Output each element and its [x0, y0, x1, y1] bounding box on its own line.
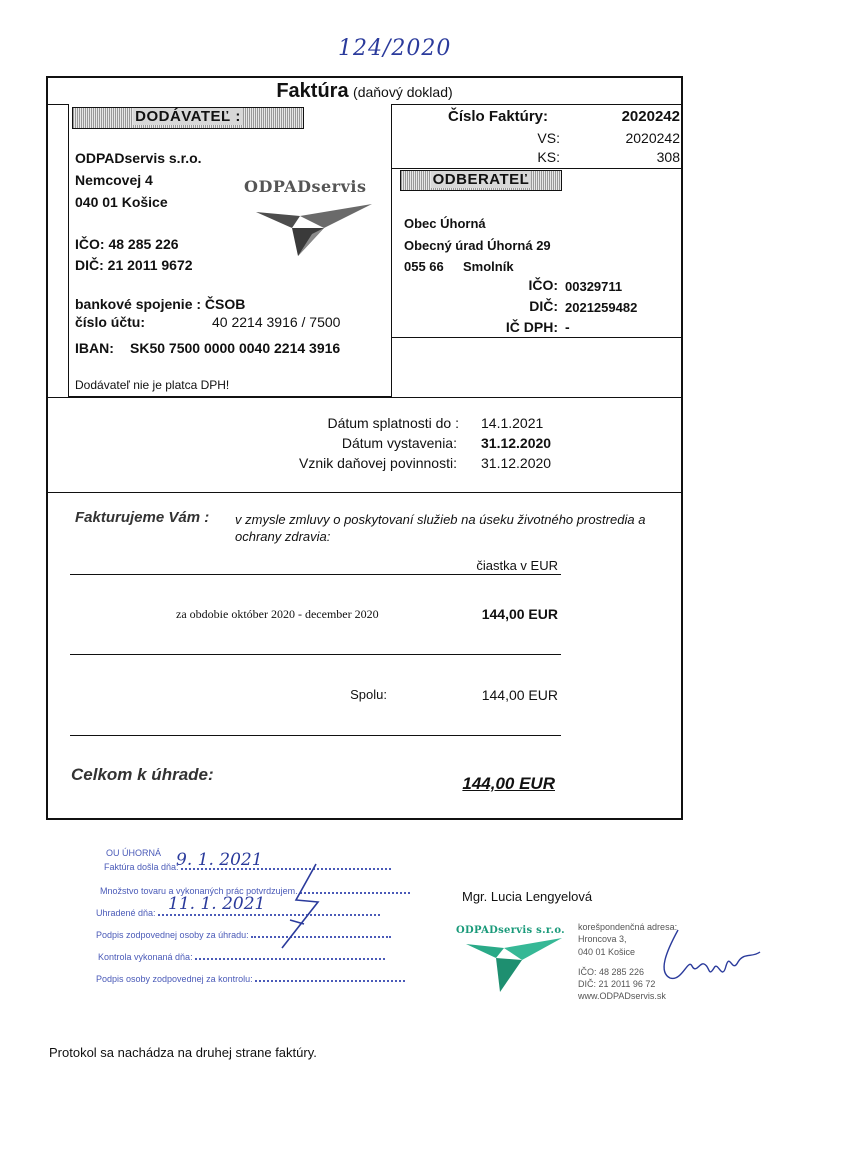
supplier-dic: DIČ: 21 2011 9672: [75, 257, 193, 273]
company-stamp-logo-icon: [464, 936, 564, 994]
customer-box-bottom: [392, 337, 683, 338]
customer-name: Obec Úhorná: [404, 216, 486, 231]
item-amount: 144,00 EUR: [481, 606, 558, 622]
company-stamp-dic: DIČ: 21 2011 96 72: [578, 979, 656, 989]
stamp-confirm-label: Množstvo tovaru a vykonaných prác potvrdzujem.: [100, 886, 298, 896]
ks-label: KS:: [537, 149, 560, 165]
handwritten-reference: 124/2020: [338, 36, 452, 61]
customer-dic-label: DIČ:: [529, 298, 558, 314]
stamp-line6: [98, 952, 385, 962]
customer-ico-value: 00329711: [565, 279, 623, 294]
company-stamp-ico: IČO: 48 285 226: [578, 967, 645, 977]
customer-dic-value: 2021259482: [565, 300, 638, 315]
company-stamp-street: Hroncova 3,: [578, 934, 627, 944]
company-stamp-addr-title: korešpondenčná adresa:: [578, 922, 678, 932]
customer-ico-label: IČO:: [528, 277, 558, 293]
customer-postcode: 055 66: [404, 259, 444, 274]
ks-value: 308: [656, 149, 680, 165]
stamp-payment-sign-label: Podpis zodpovednej osoby za úhradu:: [96, 930, 249, 940]
supplier-label-text: DODÁVATEĽ :: [135, 108, 241, 125]
customer-icdph-value: -: [565, 319, 570, 335]
sum-label: Spolu:: [350, 687, 387, 702]
stamp-line1: OU ÚHORNÁ: [106, 848, 162, 858]
amount-column-header: čiastka v EUR: [476, 558, 558, 573]
tax-date-value: 31.12.2020: [481, 455, 552, 471]
billing-desc-line2: ochrany zdravia:: [235, 529, 331, 544]
stamp-paid-label: Uhradené dňa:: [96, 908, 156, 918]
customer-box-top: [392, 168, 683, 169]
table-header-line: [70, 574, 561, 575]
item-bottom-line: [70, 654, 561, 655]
footer-note: Protokol sa nachádza na druhej strane faktúry.: [49, 1045, 317, 1060]
due-date-label: Dátum splatnosti do :: [327, 415, 459, 431]
billing-lead: Fakturujeme Vám :: [75, 509, 210, 526]
supplier-ico: IČO: 48 285 226: [75, 236, 179, 252]
signer-signature: [648, 922, 768, 988]
total-value: 144,00 EUR: [462, 774, 555, 793]
supplier-iban-value: SK50 7500 0000 0040 2214 3916: [130, 340, 341, 356]
company-stamp-name: ODPADservis s.r.o.: [456, 925, 565, 936]
supplier-logo-icon: [252, 198, 374, 260]
customer-section-label: [400, 170, 562, 191]
invoice-title: Faktúra: [276, 80, 349, 102]
issue-date-value: 31.12.2020: [481, 435, 552, 451]
supplier-name: ODPADservis s.r.o.: [75, 150, 202, 166]
total-label: Celkom k úhrade:: [71, 765, 214, 784]
invoice-title-row: [46, 80, 683, 103]
invoice-number-label: Číslo Faktúry:: [448, 108, 549, 125]
receipt-stamp: [92, 842, 388, 992]
stamp-control-label: Kontrola vykonaná dňa:: [98, 952, 193, 962]
signer-name: Mgr. Lucia Lengyelová: [462, 889, 593, 904]
tax-date-label: Vznik daňovej povinnosti:: [299, 455, 457, 471]
billing-top-divider: [46, 492, 683, 493]
supplier-account-label: číslo účtu:: [75, 314, 146, 330]
stamp-control-sign-dots: [255, 980, 405, 982]
dates-top-divider: [46, 397, 683, 398]
stamp-control-dots: [195, 958, 385, 960]
supplier-vat-note: Dodávateľ nie je platca DPH!: [75, 378, 230, 392]
stamp-line7: [96, 974, 405, 984]
stamp-received-label: Faktúra došla dňa:: [104, 862, 179, 872]
sum-value: 144,00 EUR: [481, 687, 558, 703]
company-stamp-city: 040 01 Košice: [578, 947, 636, 957]
issue-date-label: Dátum vystavenia:: [341, 435, 457, 451]
vs-value: 2020242: [625, 130, 680, 146]
item-description: za obdobie október 2020 - december 2020: [176, 607, 379, 621]
stamp-line5: [96, 930, 391, 940]
stamp-received-date: 9. 1. 2021: [176, 850, 263, 870]
sum-bottom-line: [70, 735, 561, 736]
stamp-initials-signature: [260, 860, 330, 950]
invoice-subtitle: (daňový doklad): [353, 84, 453, 100]
vs-label: VS:: [537, 130, 560, 146]
customer-office: Obecný úrad Úhorná 29: [404, 238, 551, 253]
due-date-value: 14.1.2021: [481, 415, 544, 431]
supplier-street: Nemcovej 4: [75, 172, 153, 188]
supplier-section-label: [72, 107, 304, 129]
customer-label-text: ODBERATEĽ: [432, 171, 530, 188]
company-stamp-web: www.ODPADservis.sk: [578, 991, 666, 1001]
billing-desc-line1: v zmysle zmluvy o poskytovaní služieb na úseku životného prostredia a: [235, 512, 646, 527]
supplier-logo-text: ODPADservis: [244, 177, 367, 196]
invoice-number-value: 2020242: [621, 108, 680, 125]
customer-city: Smolník: [463, 259, 514, 274]
supplier-bank: bankové spojenie : ČSOB: [75, 296, 246, 312]
supplier-city: 040 01 Košice: [75, 194, 168, 210]
stamp-control-sign-label: Podpis osoby zodpovednej za kontrolu:: [96, 974, 253, 984]
stamp-paid-date: 11. 1. 2021: [168, 894, 266, 914]
supplier-iban-label: IBAN:: [75, 340, 114, 356]
customer-icdph-label: IČ DPH:: [505, 319, 558, 335]
supplier-account-value: 40 2214 3916 / 7500: [212, 314, 341, 330]
